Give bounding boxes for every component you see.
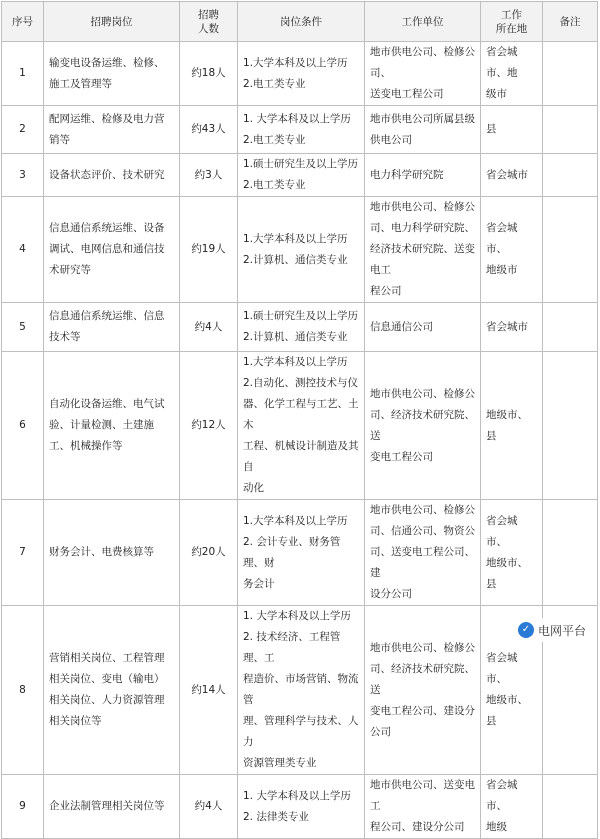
cell-position: 自动化设备运维、电气试 验、计量检测、土建施 工、机械操作等 (44, 352, 180, 500)
header-row (2, 2, 598, 42)
cell-remarks (543, 197, 598, 303)
cell-remarks (543, 106, 598, 154)
header-remarks: 备注 (543, 2, 598, 42)
table-row (2, 775, 598, 839)
cell-unit: 地市供电公司、检修公 司、电力科学研究院、 经济技术研究院、送变电工 程公司 (365, 197, 481, 303)
cell-location: 省会城市、 地级市、县 (481, 606, 543, 775)
table-row (2, 106, 598, 154)
watermark-text: 电网平台 (537, 623, 586, 638)
cell-requirements: 1.大学本科及以上学历 2. 会计专业、财务管理、财 务会计 (238, 500, 365, 606)
cell-requirements: 1.大学本科及以上学历 2.计算机、通信类专业 (238, 197, 365, 303)
cell-remarks (543, 500, 598, 606)
cell-unit: 地市供电公司、送变电工 程公司、建设分公司 (365, 775, 481, 839)
cell-location: 省会城市、地 级市 (481, 42, 543, 106)
cell-count: 约12人 (180, 352, 238, 500)
cell-remarks (543, 775, 598, 839)
cell-index: 6 (2, 352, 44, 500)
header-location: 工作 所在地 (481, 2, 543, 42)
cell-count: 约14人 (180, 606, 238, 775)
cell-index: 2 (2, 106, 44, 154)
cell-position: 配网运维、检修及电力营 销等 (44, 106, 180, 154)
cell-index: 8 (2, 606, 44, 775)
cell-count: 约4人 (180, 775, 238, 839)
cell-remarks (543, 352, 598, 500)
table-row (2, 154, 598, 197)
table-row (2, 352, 598, 500)
header-position: 招聘岗位 (44, 2, 180, 42)
cell-location: 县 (481, 106, 543, 154)
cell-position: 设备状态评价、技术研究 (44, 154, 180, 197)
cell-count: 约3人 (180, 154, 238, 197)
cell-unit: 电力科学研究院 (365, 154, 481, 197)
cell-position: 信息通信系统运维、信息 技术等 (44, 303, 180, 352)
cell-position: 输变电设备运维、检修、 施工及管理等 (44, 42, 180, 106)
cell-position: 信息通信系统运维、设备 调试、电网信息和通信技 术研究等 (44, 197, 180, 303)
cell-index: 5 (2, 303, 44, 352)
watermark (514, 618, 590, 642)
cell-count: 约43人 (180, 106, 238, 154)
wechat-logo-icon: ✓ (518, 622, 534, 638)
header-requirements: 岗位条件 (238, 2, 365, 42)
cell-index: 7 (2, 500, 44, 606)
cell-index: 9 (2, 775, 44, 839)
cell-requirements: 1.硕士研究生及以上学历 2.电工类专业 (238, 154, 365, 197)
cell-requirements: 1.硕士研究生及以上学历 2.计算机、通信类专业 (238, 303, 365, 352)
cell-requirements: 1.大学本科及以上学历 2.自动化、测控技术与仪 器、化学工程与工艺、土木 工程、机械设计制造及其自 动化 (238, 352, 365, 500)
cell-remarks (543, 303, 598, 352)
cell-remarks (543, 42, 598, 106)
header-index: 序号 (2, 2, 44, 42)
cell-unit: 地市供电公司、检修公 司、经济技术研究院、送 变电工程公司、建设分公司 (365, 606, 481, 775)
cell-location: 省会城市 (481, 154, 543, 197)
cell-unit: 地市供电公司、检修公司、 送变电工程公司 (365, 42, 481, 106)
cell-requirements: 1.大学本科及以上学历 2.电工类专业 (238, 42, 365, 106)
cell-location: 省会城市 (481, 303, 543, 352)
cell-requirements: 1. 大学本科及以上学历 2. 技术经济、工程管理、工 程造价、市场营销、物流管 理、管理科学与技术、人力 资源管理类专业 (238, 606, 365, 775)
cell-index: 3 (2, 154, 44, 197)
table-row (2, 197, 598, 303)
cell-count: 约20人 (180, 500, 238, 606)
header-count: 招聘 人数 (180, 2, 238, 42)
table-row (2, 303, 598, 352)
table-row (2, 42, 598, 106)
cell-position: 财务会计、电费核算等 (44, 500, 180, 606)
cell-index: 1 (2, 42, 44, 106)
cell-location: 地级市、县 (481, 352, 543, 500)
cell-position: 企业法制管理相关岗位等 (44, 775, 180, 839)
cell-location: 省会城市、 地级市 (481, 197, 543, 303)
cell-count: 约18人 (180, 42, 238, 106)
cell-position: 营销相关岗位、工程管理 相关岗位、变电（输电） 相关岗位、人力资源管理 相关岗位等 (44, 606, 180, 775)
table-row (2, 606, 598, 775)
cell-requirements: 1. 大学本科及以上学历 2.电工类专业 (238, 106, 365, 154)
cell-unit: 地市供电公司所属县级供电公司 (365, 106, 481, 154)
cell-unit: 信息通信公司 (365, 303, 481, 352)
cell-location: 省会城市、 地级 (481, 775, 543, 839)
cell-remarks (543, 154, 598, 197)
recruitment-table (1, 1, 598, 839)
cell-count: 约4人 (180, 303, 238, 352)
cell-unit: 地市供电公司、检修公 司、经济技术研究院、送 变电工程公司 (365, 352, 481, 500)
cell-unit: 地市供电公司、检修公 司、信通公司、物资公 司、送变电工程公司、建 设分公司 (365, 500, 481, 606)
cell-index: 4 (2, 197, 44, 303)
cell-location: 省会城市、 地级市、县 (481, 500, 543, 606)
header-unit: 工作单位 (365, 2, 481, 42)
cell-count: 约19人 (180, 197, 238, 303)
table-row (2, 500, 598, 606)
cell-requirements: 1. 大学本科及以上学历 2. 法律类专业 (238, 775, 365, 839)
